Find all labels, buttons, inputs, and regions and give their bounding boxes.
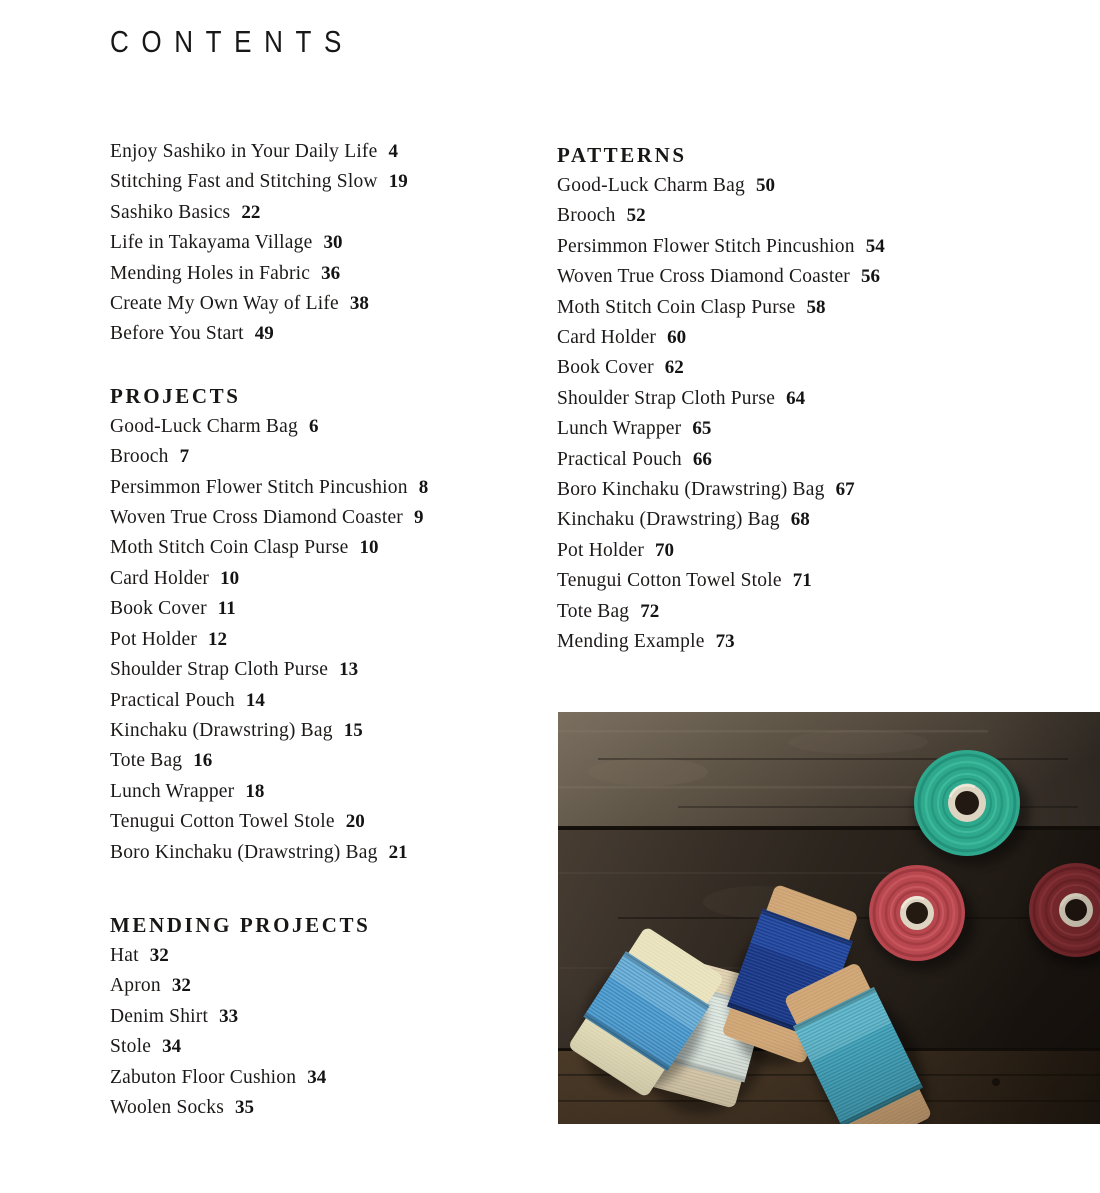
toc-entry [110, 412, 550, 442]
toc-entry-page-number: 7 [179, 446, 190, 468]
toc-entry-label: Good-Luck Charm Bag [557, 175, 745, 196]
toc-entry [110, 1002, 550, 1032]
toc-entry-label: Boro Kinchaku (Drawstring) Bag [110, 841, 378, 863]
toc-entry-page-number: 34 [162, 1036, 182, 1058]
toc-entry-label: Create My Own Way of Life [110, 293, 339, 315]
toc-entry-label: Card Holder [557, 327, 657, 349]
toc-entry-page-number: 65 [692, 418, 712, 440]
toc-entry-label: Practical Pouch [557, 448, 682, 470]
toc-entry-page-number: 60 [667, 327, 687, 349]
toc-entry-label: Denim Shirt [110, 1005, 209, 1027]
toc-entry-label: Mending Holes in Fabric [110, 262, 311, 284]
toc-entry-page-number: 10 [220, 567, 240, 589]
toc-entry [110, 838, 550, 868]
toc-entry [557, 627, 1000, 657]
toc-entry [110, 1093, 550, 1123]
toc-entry-label: Hat [110, 944, 139, 966]
toc-entry-page-number: 68 [790, 509, 810, 531]
toc-entry-page-number: 15 [343, 719, 363, 741]
toc-entry-label: Practical Pouch [110, 689, 235, 711]
toc-entry [557, 445, 1000, 475]
toc-entry-page-number: 11 [217, 598, 236, 620]
toc-entry [557, 201, 1000, 231]
toc-entry [110, 473, 550, 503]
toc-entry-label: Shoulder Strap Cloth Purse [110, 659, 329, 681]
toc-entry [110, 259, 550, 289]
toc-entry [557, 566, 1000, 596]
toc-entry-label: Tote Bag [110, 750, 183, 772]
toc-entry-page-number: 13 [339, 659, 359, 681]
toc-entry-label: Shoulder Strap Cloth Purse [557, 387, 776, 409]
toc-entry-label: Tenugui Cotton Towel Stole [557, 570, 782, 592]
toc-entry-label: Kinchaku (Drawstring) Bag [557, 509, 780, 531]
toc-entry-page-number: 19 [388, 171, 408, 193]
toc-entry [110, 686, 550, 716]
toc-entry [557, 475, 1000, 505]
toc-entry-label: Before You Start [110, 323, 244, 345]
toc-entry-page-number: 72 [640, 600, 660, 622]
toc-entry-label: Tenugui Cotton Towel Stole [110, 811, 335, 833]
toc-entry-page-number: 14 [245, 689, 265, 711]
toc-entry [110, 625, 550, 655]
toc-entry-page-number: 22 [241, 201, 261, 223]
toc-entry [110, 777, 550, 807]
toc-entry-label: Stitching Fast and Stitching Slow [110, 171, 378, 193]
toc-entry [110, 167, 550, 197]
toc-entry-page-number: 16 [193, 750, 213, 772]
mending-projects-toc-list [110, 941, 550, 1123]
toc-entry-page-number: 18 [245, 780, 265, 802]
toc-entry-page-number: 35 [235, 1096, 255, 1118]
toc-entry-label: Mending Example [557, 631, 705, 653]
toc-entry-page-number: 34 [307, 1066, 327, 1088]
toc-entry [110, 971, 550, 1001]
toc-entry-page-number: 56 [861, 266, 880, 288]
toc-entry-page-number: 21 [388, 841, 408, 863]
toc-entry-label: Pot Holder [557, 539, 645, 561]
toc-entry [557, 505, 1000, 535]
toc-entry-label: Good-Luck Charm Bag [110, 415, 298, 437]
toc-entry-page-number: 6 [308, 415, 319, 437]
left-column [110, 137, 550, 1123]
toc-entry-page-number: 50 [755, 175, 775, 196]
toc-entry [110, 716, 550, 746]
toc-entry-label: Book Cover [557, 357, 654, 379]
toc-entry-label: Moth Stitch Coin Clasp Purse [557, 296, 796, 318]
toc-entry-page-number: 73 [715, 631, 735, 653]
toc-entry [110, 1063, 550, 1093]
toc-entry [557, 232, 1000, 262]
toc-entry-label: Woven True Cross Diamond Coaster [557, 266, 850, 288]
toc-entry [557, 536, 1000, 566]
toc-entry-page-number: 71 [792, 570, 812, 592]
toc-entry-label: Persimmon Flower Stitch Pincushion [557, 235, 855, 257]
toc-entry [110, 746, 550, 776]
toc-entry [110, 533, 550, 563]
toc-entry [557, 353, 1000, 383]
toc-entry [557, 262, 1000, 292]
toc-entry [557, 414, 1000, 444]
toc-entry-label: Woolen Socks [110, 1096, 225, 1118]
toc-entry-page-number: 32 [171, 975, 191, 997]
intro-toc-list [110, 137, 550, 350]
toc-entry-label: Stole [110, 1036, 152, 1058]
toc-entry [110, 655, 550, 685]
toc-entry-page-number: 30 [323, 232, 343, 254]
toc-entry-page-number: 32 [149, 944, 169, 966]
toc-entry-page-number: 70 [655, 539, 675, 561]
toc-entry-label: Pot Holder [110, 628, 198, 650]
toc-entry-page-number: 64 [786, 387, 806, 409]
projects-toc-list [110, 412, 550, 868]
toc-entry-label: Zabuton Floor Cushion [110, 1066, 297, 1088]
toc-entry [110, 941, 550, 971]
toc-entry-label: Lunch Wrapper [557, 418, 682, 440]
section-heading-mending-projects: MENDING PROJECTS [110, 912, 371, 937]
toc-entry-label: Brooch [110, 446, 169, 468]
toc-entry [110, 564, 550, 594]
page-title: CONTENTS [110, 24, 355, 59]
toc-entry [110, 137, 550, 167]
toc-entry-page-number: 52 [626, 205, 646, 227]
toc-entry-label: Lunch Wrapper [110, 780, 235, 802]
toc-entry-label: Card Holder [110, 567, 210, 589]
toc-entry-label: Persimmon Flower Stitch Pincushion [110, 476, 408, 498]
toc-entry-label: Boro Kinchaku (Drawstring) Bag [557, 479, 825, 501]
toc-entry-label: Book Cover [110, 598, 207, 620]
toc-entry [110, 594, 550, 624]
toc-entry [557, 171, 1000, 201]
toc-entry-label: Sashiko Basics [110, 201, 231, 223]
toc-entry-page-number: 4 [388, 141, 398, 162]
right-column [557, 139, 1000, 658]
toc-entry-page-number: 54 [865, 235, 885, 257]
photo-vignette [558, 712, 1100, 1124]
toc-entry [110, 503, 550, 533]
toc-entry-page-number: 33 [219, 1005, 239, 1027]
toc-entry-label: Apron [110, 975, 161, 997]
toc-entry-page-number: 10 [359, 537, 379, 559]
toc-entry [110, 319, 550, 349]
toc-entry [110, 289, 550, 319]
toc-entry [110, 198, 550, 228]
section-heading-projects: PROJECTS [110, 383, 241, 408]
toc-entry [557, 384, 1000, 414]
section-heading-patterns: PATTERNS [557, 143, 687, 167]
toc-entry-page-number: 66 [692, 448, 712, 470]
toc-entry-page-number: 36 [321, 262, 341, 284]
toc-entry [557, 293, 1000, 323]
toc-entry [110, 228, 550, 258]
toc-entry-label: Moth Stitch Coin Clasp Purse [110, 537, 349, 559]
toc-entry-page-number: 8 [418, 476, 429, 498]
threads-photo [558, 712, 1100, 1124]
toc-entry [110, 807, 550, 837]
toc-entry-label: Woven True Cross Diamond Coaster [110, 507, 403, 529]
patterns-toc-list [557, 171, 1000, 658]
toc-entry-page-number: 20 [345, 811, 365, 833]
toc-entry-label: Enjoy Sashiko in Your Daily Life [110, 141, 378, 162]
toc-entry [110, 1032, 550, 1062]
toc-entry-page-number: 9 [414, 507, 424, 529]
toc-entry-page-number: 58 [806, 296, 826, 318]
toc-entry-page-number: 12 [208, 628, 228, 650]
toc-entry [110, 442, 550, 472]
toc-entry-page-number: 62 [664, 357, 684, 379]
toc-entry-label: Tote Bag [557, 600, 630, 622]
toc-entry [557, 323, 1000, 353]
toc-entry [557, 597, 1000, 627]
toc-entry-page-number: 38 [349, 293, 369, 315]
toc-entry-page-number: 49 [254, 323, 274, 345]
toc-entry-label: Life in Takayama Village [110, 232, 313, 254]
toc-entry-label: Kinchaku (Drawstring) Bag [110, 719, 333, 741]
toc-entry-page-number: 67 [835, 479, 855, 501]
toc-entry-label: Brooch [557, 205, 616, 227]
